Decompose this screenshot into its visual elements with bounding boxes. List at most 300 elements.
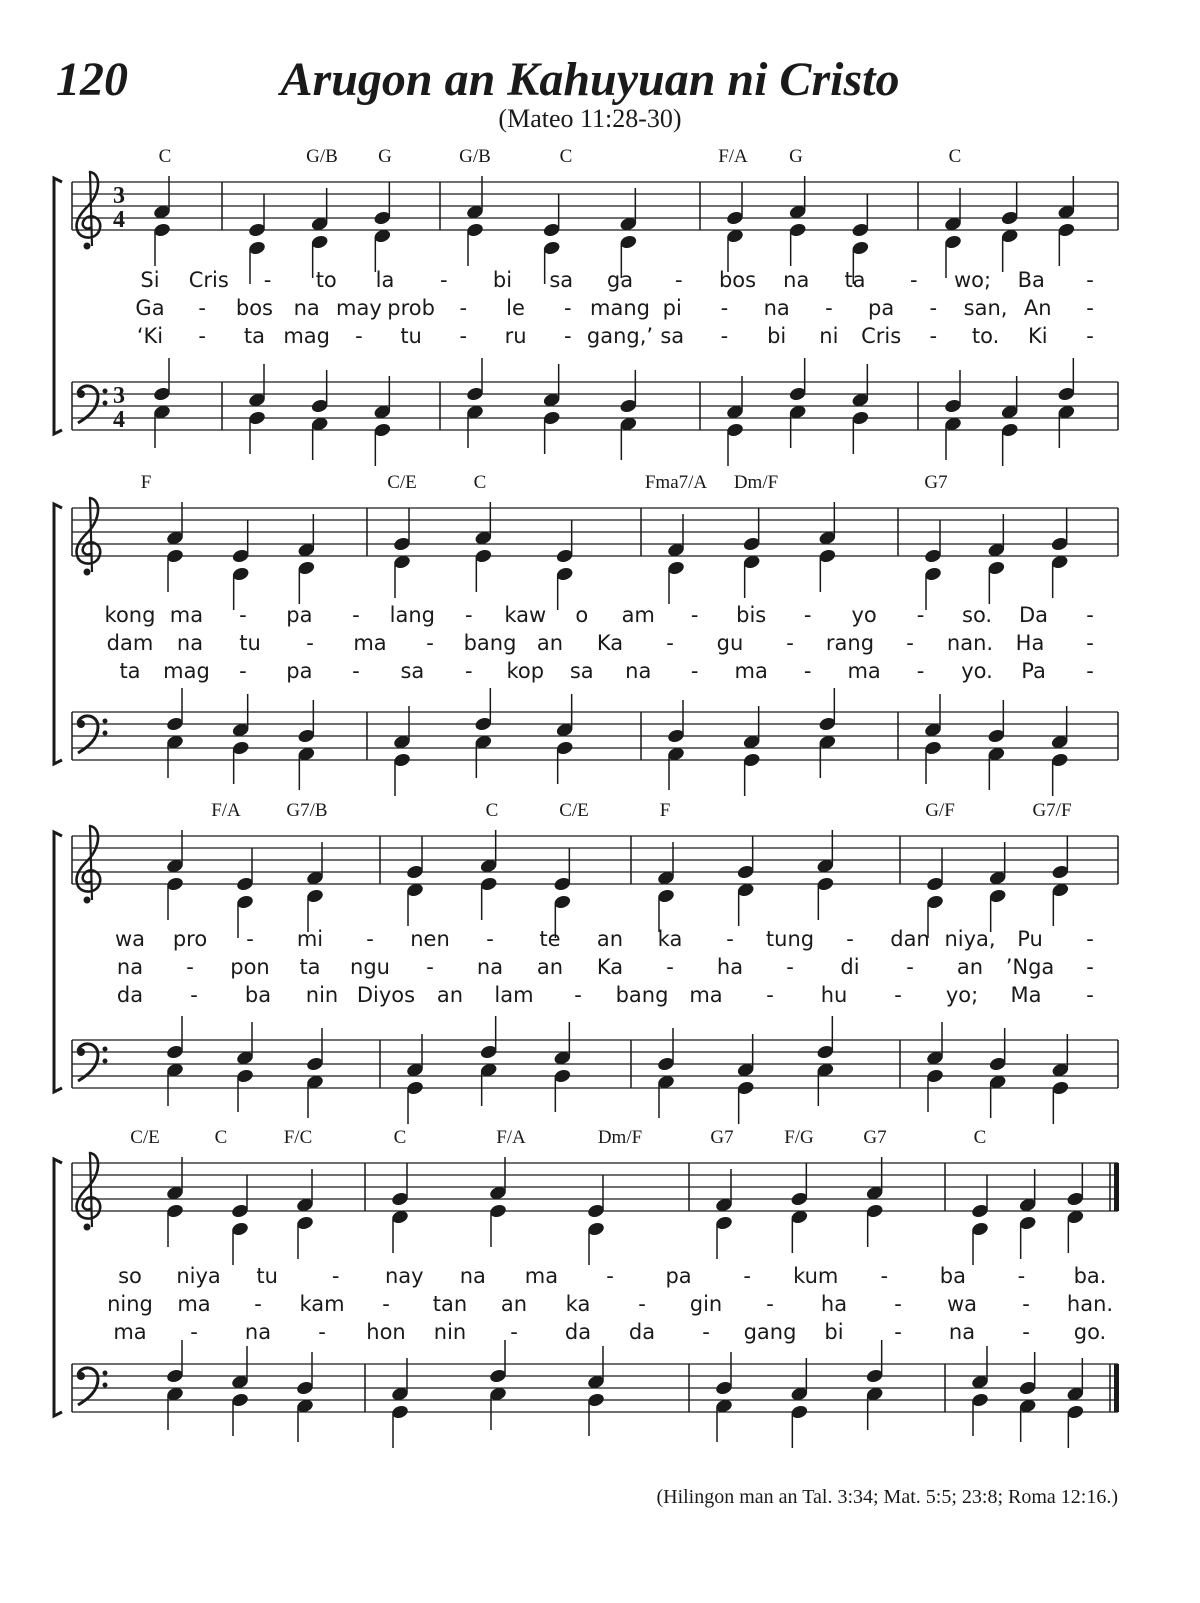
lyric-syllable: - [1022,1292,1030,1316]
treble-clef-stem [90,826,92,900]
tenor-note-head [489,1369,507,1384]
lyric-syllable: di [840,955,860,979]
bass-note-head [1019,1399,1037,1414]
tenor-note-head [153,387,171,402]
lyric-syllable: lam [494,983,534,1007]
lyric-syllable: ma [689,983,723,1007]
bass-note-head [236,1069,254,1084]
chord-symbol: F/A [496,1127,526,1148]
soprano-note-head [1019,1198,1037,1213]
lyric-syllable: - [929,296,938,320]
lyric-syllable: ta [844,268,866,292]
treble-clef-icon [76,498,100,576]
bass-note-head [926,1069,944,1084]
alto-note-head [866,1204,884,1219]
soprano-note-head [475,531,493,546]
lyric-syllable: da [628,1320,656,1344]
bass-note-head [153,405,171,420]
lyric-syllable: Cris [861,324,902,348]
alto-note-head [791,1210,809,1225]
lyric-syllable: nay [384,1264,424,1288]
lyric-syllable: na [293,296,320,320]
tenor-note-head [1001,405,1019,420]
tenor-note-head [374,405,392,420]
soprano-note-head [166,859,184,874]
lyric-syllable: wa [114,927,146,951]
bass-note-head [667,747,685,762]
tenor-note-head [556,723,574,738]
lyric-syllable: gin [689,1292,723,1316]
tenor-note-head [543,393,561,408]
lyric-syllable: - [331,1264,340,1288]
chord-symbol: C [473,472,487,493]
tenor-note-head [466,387,484,402]
soprano-note-head [817,859,835,874]
bass-note-head [166,1063,184,1078]
lyric-syllable: prob [387,296,435,320]
lyric-syllable: hon [366,1320,406,1344]
tenor-note-head [298,729,316,744]
lyric-syllable: nen [410,927,450,951]
lyric-syllable: la [375,268,395,292]
lyric-syllable: - [254,1292,262,1316]
soprano-note-head [737,865,755,880]
lyric-syllable: Ma [1010,983,1042,1007]
bass-note-head [971,1393,989,1408]
lyric-syllable: - [239,659,247,683]
lyric-syllable: na [948,1320,976,1344]
lyric-syllable: hu [820,983,848,1007]
alto-note-head [236,895,254,910]
lyric-syllable: - [1086,631,1094,655]
footnote: (Hilingon man an Tal. 3:34; Mat. 5:5; 23:8; Roma 12:16.) [656,1486,1118,1508]
alto-note-head [374,229,392,244]
bass-note-head [726,423,744,438]
lyric-syllable: gang,’ [586,324,654,348]
lyric-syllable: mag [163,659,210,683]
bass-note-head [166,735,184,750]
lyric-syllable: Si [140,268,160,292]
bass-note-head [924,741,942,756]
tenor-note-head [866,1369,884,1384]
bass-note-head [1001,423,1019,438]
lyric-syllable: pa [868,296,895,320]
lyric-syllable: na [244,1320,272,1344]
alto-note-head [466,223,484,238]
bass-note-head [791,1405,809,1420]
lyric-syllable: - [894,1292,902,1316]
alto-note-head [737,883,755,898]
soprano-note-head [466,205,484,220]
lyric-syllable: tu [256,1264,278,1288]
treble-clef-icon [76,826,100,904]
alto-note-head [817,877,835,892]
lyric-syllable: Ga [135,296,165,320]
alto-note-head [406,883,424,898]
lyric-syllable: le [506,296,525,320]
lyric-syllable: bis [736,603,767,627]
alto-note-head [1051,555,1069,570]
hymn-number: 120 [56,53,128,106]
lyric-syllable: - [306,631,314,655]
soprano-note-head [556,549,574,564]
lyric-syllable: - [766,983,774,1007]
lyric-syllable: Diyos [356,983,416,1007]
lyric-syllable: na [116,955,144,979]
lyric-syllable: ni [819,324,839,348]
alto-note-head [543,241,561,256]
lyric-syllable: - [786,631,794,655]
chord-symbol: C [485,800,499,821]
chord-symbol: G7 [863,1127,887,1148]
bass-note-head [819,735,837,750]
tenor-note-head [231,1375,249,1390]
lyric-syllable: Ha [1015,631,1045,655]
lyric-syllable: Da [1019,603,1049,627]
treble-time-signature-top: 3 [113,183,125,209]
bass-note-head [489,1387,507,1402]
lyric-syllable: niya [176,1264,221,1288]
lyric-syllable: bos [718,268,757,292]
lyric-syllable: ma [353,631,387,655]
lyric-syllable: - [186,955,194,979]
bass-note-head [543,411,561,426]
soprano-note-head [791,1192,809,1207]
treble-clef-stem [90,498,92,572]
bass-note-head [311,417,329,432]
alto-note-head [620,235,638,250]
lyric-syllable: mi [296,927,324,951]
alto-note-head [231,1222,249,1237]
alto-note-head [1067,1210,1085,1225]
bass-clef-head [77,1048,85,1056]
lyric-syllable: lang [389,603,436,627]
alto-note-head [166,877,184,892]
lyric-syllable: tan [432,1292,468,1316]
alto-note-head [1058,223,1076,238]
soprano-note-head [406,865,424,880]
soprano-note-head [726,211,744,226]
chord-symbol: F [659,800,671,821]
bass-clef-dot [103,1059,108,1064]
lyric-syllable: ru [504,324,527,348]
lyric-syllable: go. [1073,1320,1107,1344]
treble-clef-icon [76,172,100,250]
alto-note-head [311,235,329,250]
soprano-note-head [543,223,561,238]
soprano-note-head [789,205,807,220]
chord-symbol: G7 [924,472,948,493]
soprano-note-head [231,1204,249,1219]
soprano-note-head [166,531,184,546]
lyric-syllable: - [743,1264,751,1288]
lyric-syllable: Ka [596,955,624,979]
lyric-syllable: mag [283,324,330,348]
alto-note-head [232,567,250,582]
lyric-syllable: - [894,983,902,1007]
bass-note-head [1058,405,1076,420]
lyric-syllable: ta [299,955,321,979]
lyric-syllable: bang [615,983,669,1007]
lyric-syllable: - [916,603,925,627]
tenor-note-head [726,405,744,420]
lyric-syllable: sa [569,659,594,683]
scripture-reference: (Mateo 11:28-30) [498,104,682,133]
soprano-note-head [971,1204,989,1219]
bass-note-head [620,417,638,432]
soprano-note-head [480,859,498,874]
bass-note-head [587,1393,605,1408]
lyric-syllable: kaw [504,603,547,627]
tenor-note-head [620,399,638,414]
treble-clef-dot [84,569,91,576]
alto-note-head [1019,1216,1037,1231]
alto-note-head [944,235,962,250]
bass-clef-dot [103,389,108,394]
bass-clef-dot [103,1371,108,1376]
bass-clef-dot [103,731,108,736]
tenor-note-head [743,735,761,750]
lyric-syllable: o [575,603,589,627]
lyric-syllable: Pu [1017,927,1043,951]
chord-symbol: G/B [459,146,491,167]
tenor-note-head [296,1381,314,1396]
tenor-note-head [166,1045,184,1060]
lyric-syllable: to [315,268,337,292]
lyric-syllable: ’Nga [1005,955,1055,979]
lyric-syllable: sa [400,659,425,683]
lyric-syllable: - [720,296,729,320]
bass-clef-dot [103,401,108,406]
lyric-syllable: ta [119,659,141,683]
lyric-syllable: - [246,927,254,951]
alto-note-head [166,549,184,564]
soprano-note-head [153,205,171,220]
chord-symbol: F/G [784,1127,814,1148]
lyric-syllable: - [606,1264,614,1288]
tenor-note-head [1052,1063,1070,1078]
bass-note-head [480,1063,498,1078]
lyric-syllable: - [894,1320,902,1344]
lyric-syllable: am [621,603,655,627]
lyric-syllable: - [459,296,468,320]
lyric-syllable: - [263,268,272,292]
lyric-syllable: - [366,927,374,951]
tenor-note-head [480,1045,498,1060]
lyric-syllable: - [720,324,729,348]
lyric-syllable: yo [851,603,877,627]
alto-note-head [393,555,411,570]
bass-note-head [406,1081,424,1096]
lyric-syllable: - [674,268,683,292]
chord-symbol: C/E [130,1127,160,1148]
lyric-syllable: - [1086,955,1094,979]
lyric-syllable: ma [524,1264,559,1288]
lyric-syllable: - [563,324,572,348]
lyric-syllable: na [763,296,790,320]
bass-clef-dot [103,719,108,724]
bass-note-head [852,411,870,426]
lyric-syllable: kong [104,603,156,627]
chord-symbol: C/E [387,472,417,493]
alto-note-head [391,1210,409,1225]
lyric-syllable: - [690,603,699,627]
soprano-note-head [1052,865,1070,880]
lyric-syllable: dam [106,631,154,655]
lyric-syllable: nin [433,1320,467,1344]
lyric-syllable: an [536,631,564,655]
lyric-syllable: - [726,927,734,951]
alto-note-head [296,1216,314,1231]
soprano-note-head [236,877,254,892]
tenor-note-head [737,1063,755,1078]
lyric-syllable: ba. [1073,1264,1107,1288]
lyric-syllable: - [909,268,918,292]
lyric-syllable: - [352,659,360,683]
bass-note-head [298,747,316,762]
lyric-syllable: pa [286,659,313,683]
chord-symbol: G7 [710,1127,734,1148]
soprano-note-head [989,871,1007,886]
lyric-syllable: Ka [596,631,624,655]
lyric-syllable: ‘Ki [136,324,164,348]
lyric-syllable: sa [549,268,574,292]
lyric-syllable: sa [660,324,685,348]
chord-symbol: F/C [283,1127,313,1148]
bass-clef-head [77,390,85,398]
treble-time-signature-bottom: 4 [113,207,125,233]
lyric-syllable: wo; [953,268,992,292]
lyric-syllable: - [563,296,572,320]
soprano-note-head [391,1192,409,1207]
lyric-syllable: pa [286,603,313,627]
chord-symbol: Dm/F [597,1127,643,1148]
bass-note-head [556,741,574,756]
lyric-syllable: - [666,955,674,979]
tenor-note-head [789,387,807,402]
lyric-syllable: - [318,1320,326,1344]
lyric-syllable: - [198,296,207,320]
soprano-note-head [393,537,411,552]
treble-clef-stem [90,1153,92,1227]
alto-note-head [715,1216,733,1231]
chord-symbol: F/A [718,146,748,167]
bass-note-head [231,1393,249,1408]
lyric-syllable: may [336,296,382,320]
alto-note-head [1052,883,1070,898]
bass-note-head [374,423,392,438]
soprano-note-head [311,217,329,232]
lyric-syllable: - [352,603,360,627]
lyric-syllable: an [500,1292,528,1316]
alto-note-head [556,567,574,582]
lyric-syllable: ga [606,268,634,292]
bass-note-head [248,411,266,426]
chord-symbol: G7/F [1032,800,1072,821]
soprano-note-head [924,549,942,564]
alto-note-head [852,241,870,256]
lyric-syllable: wa [946,1292,978,1316]
soprano-note-head [554,877,572,892]
tenor-note-head [306,1057,324,1072]
chord-symbol: C [393,1127,407,1148]
lyric-syllable: - [906,955,914,979]
lyric-syllable: kum [793,1264,839,1288]
lyric-syllable: ma [169,603,204,627]
lyric-syllable: ma [113,1320,147,1344]
lyric-syllable: - [803,603,812,627]
hymn-title: Arugon an Kahuyuan ni Cristo [280,53,900,106]
treble-clef-stem [90,172,92,246]
lyric-syllable: to. [971,324,1000,348]
bass-note-head [166,1387,184,1402]
lyric-syllable: - [666,631,674,655]
lyric-syllable: ba [939,1264,966,1288]
lyric-syllable: - [190,1320,198,1344]
soprano-note-head [715,1198,733,1213]
lyric-syllable: kop [506,659,545,683]
bass-time-signature-bottom: 4 [113,407,125,433]
bass-note-head [657,1075,675,1090]
lyric-syllable: ba [244,983,272,1007]
chord-symbol: C [559,146,573,167]
lyric-syllable: - [198,324,207,348]
tenor-note-head [988,729,1006,744]
bass-note-head [789,405,807,420]
tenor-note-head [667,729,685,744]
lyric-syllable: na [783,268,810,292]
soprano-note-head [1001,211,1019,226]
chord-symbol: C [158,146,172,167]
bass-note-head [554,1069,572,1084]
tenor-note-head [166,1369,184,1384]
lyric-syllable: bang [463,631,517,655]
lyric-syllable: - [929,324,938,348]
soprano-note-head [306,871,324,886]
bass-note-head [296,1399,314,1414]
system-bracket [54,1159,62,1416]
tenor-note-head [554,1051,572,1066]
lyric-syllable: - [906,631,914,655]
lyric-syllable: ngu [350,955,390,979]
lyric-syllable: nan. [946,631,994,655]
lyric-syllable: ta [243,324,265,348]
alto-note-head [489,1204,507,1219]
lyric-syllable: nin [305,983,339,1007]
tenor-note-head [1019,1381,1037,1396]
tenor-note-head [475,717,493,732]
bass-note-head [475,735,493,750]
lyric-syllable: - [702,1320,710,1344]
lyric-syllable: niya, [944,927,996,951]
bass-note-head [466,405,484,420]
lyric-syllable: an [596,927,624,951]
alto-note-head [248,241,266,256]
soprano-note-head [620,217,638,232]
chord-symbol: G [789,146,803,167]
alto-note-head [789,223,807,238]
lyric-syllable: - [426,955,434,979]
chord-symbol: Fma7/A [644,472,708,493]
chord-symbol: C/E [559,800,589,821]
lyric-syllable: rang [825,631,875,655]
lyric-syllable: - [459,324,468,348]
lyric-syllable: - [1017,1264,1026,1288]
lyric-syllable: tu [239,631,261,655]
lyric-syllable: - [510,1320,518,1344]
tenor-note-head [236,1051,254,1066]
tenor-note-head [715,1381,733,1396]
